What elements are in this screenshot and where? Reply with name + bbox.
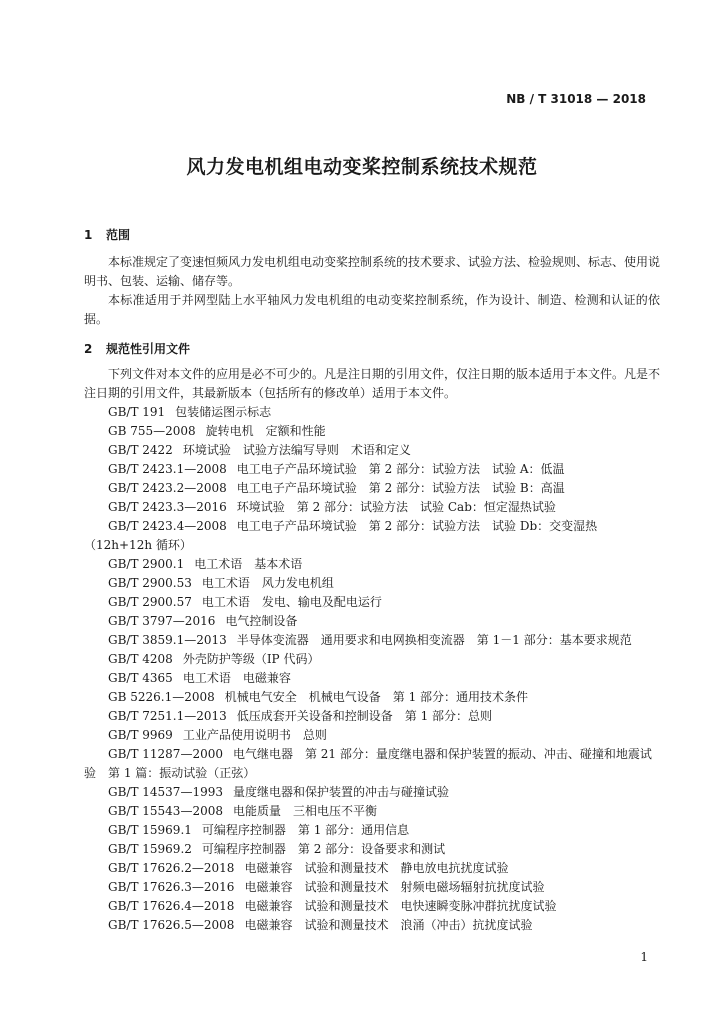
reference-code: GB 755—2008	[108, 424, 196, 438]
reference-code: GB/T 2422	[108, 443, 173, 457]
reference-code: GB/T 17626.4—2018	[108, 899, 235, 913]
reference-code: GB/T 2423.2—2008	[108, 481, 227, 495]
reference-item	[84, 726, 660, 745]
reference-code: GB/T 17626.3—2016	[108, 880, 235, 894]
section-1-heading	[84, 226, 660, 245]
reference-title: 电磁兼容 试验和测量技术 射频电磁场辐射抗扰度试验	[244, 880, 545, 894]
reference-item	[84, 650, 660, 669]
reference-item	[84, 517, 660, 555]
reference-item	[84, 498, 660, 517]
reference-title: 电磁兼容 试验和测量技术 浪涌（冲击）抗扰度试验	[244, 918, 533, 932]
reference-code: GB/T 3859.1—2013	[108, 633, 227, 647]
reference-code: GB/T 15543—2008	[108, 804, 223, 818]
reference-title: 工业产品使用说明书 总则	[182, 728, 327, 742]
reference-item	[84, 574, 660, 593]
reference-code: GB/T 17626.5—2008	[108, 918, 235, 932]
reference-title: 电气继电器 第 21 部分：量度继电器和保护装置的振动、冲击、碰撞和地震试验 第 1 篇：振动试验（正弦）	[84, 747, 652, 780]
reference-code: GB/T 4365	[108, 671, 173, 685]
reference-code: GB/T 9969	[108, 728, 173, 742]
reference-title: 电工术语 电磁兼容	[182, 671, 291, 685]
reference-title: 电工术语 风力发电机组	[201, 576, 334, 590]
section-1-paragraph-2: 本标准适用于并网型陆上水平轴风力发电机组的电动变桨控制系统，作为设计、制造、检测和认证的依据。	[84, 293, 660, 326]
reference-title: 旋转电机 定额和性能	[205, 424, 326, 438]
reference-code: GB/T 11287—2000	[108, 747, 223, 761]
reference-item	[84, 555, 660, 574]
section-1-title: 范围	[106, 228, 131, 242]
reference-code: GB/T 2423.4—2008	[108, 519, 227, 533]
reference-code: GB/T 2900.53	[108, 576, 192, 590]
reference-title: 环境试验 试验方法编写导则 术语和定义	[182, 443, 411, 457]
reference-code: GB 5226.1—2008	[108, 690, 215, 704]
section-2-title: 规范性引用文件	[106, 342, 191, 356]
reference-item	[84, 783, 660, 802]
standard-number: NB / T 31018 — 2018	[506, 92, 646, 106]
reference-title: 电能质量 三相电压不平衡	[232, 804, 377, 818]
reference-code: GB/T 15969.1	[108, 823, 192, 837]
reference-item	[84, 460, 660, 479]
reference-title: 电磁兼容 试验和测量技术 电快速瞬变脉冲群抗扰度试验	[244, 899, 557, 913]
reference-title: 可编程序控制器 第 2 部分：设备要求和测试	[201, 842, 446, 856]
reference-item	[84, 688, 660, 707]
section-1-paragraph-1: 本标准规定了变速恒频风力发电机组电动变桨控制系统的技术要求、试验方法、检验规则、标志、使用说明书、包装、运输、储存等。	[84, 255, 661, 288]
reference-code: GB/T 7251.1—2013	[108, 709, 227, 723]
reference-item	[84, 441, 660, 460]
reference-item	[84, 403, 660, 422]
section-2-number: 2	[84, 342, 93, 356]
reference-title: 外壳防护等级（IP 代码）	[182, 652, 320, 666]
reference-title: 电工术语 基本术语	[194, 557, 303, 571]
reference-title: 可编程序控制器 第 1 部分：通用信息	[201, 823, 410, 837]
reference-title: 电工术语 发电、输电及配电运行	[201, 595, 382, 609]
reference-title: 包装储运图示标志	[175, 405, 272, 419]
reference-code: GB/T 2900.1	[108, 557, 185, 571]
reference-item	[84, 897, 660, 916]
reference-code: GB/T 3797—2016	[108, 614, 216, 628]
reference-item	[84, 422, 660, 441]
reference-item	[84, 707, 660, 726]
reference-item	[84, 631, 660, 650]
reference-code: GB/T 2423.1—2008	[108, 462, 227, 476]
page-number: 1	[640, 950, 648, 964]
reference-code: GB/T 15969.2	[108, 842, 192, 856]
reference-item	[84, 821, 660, 840]
reference-item	[84, 669, 660, 688]
reference-code: GB/T 2900.57	[108, 595, 192, 609]
reference-title: 低压成套开关设备和控制设备 第 1 部分：总则	[236, 709, 493, 723]
reference-code: GB/T 2423.3—2016	[108, 500, 227, 514]
reference-title: 电气控制设备	[225, 614, 298, 628]
reference-title: 电磁兼容 试验和测量技术 静电放电抗扰度试验	[244, 861, 509, 875]
reference-item	[84, 840, 660, 859]
reference-item	[84, 878, 660, 897]
section-2-heading	[84, 340, 660, 359]
reference-code: GB/T 17626.2—2018	[108, 861, 235, 875]
reference-title: 量度继电器和保护装置的冲击与碰撞试验	[232, 785, 449, 799]
reference-item	[84, 745, 660, 783]
section-2-intro: 下列文件对本文件的应用是必不可少的。凡是注日期的引用文件，仅注日期的版本适用于本文件。凡是不注日期的引用文件，其最新版本（包括所有的修改单）适用于本文件。	[84, 367, 661, 400]
reference-item	[84, 479, 660, 498]
reference-title: 电工电子产品环境试验 第 2 部分：试验方法 试验 B：高温	[236, 481, 565, 495]
reference-item	[84, 593, 660, 612]
reference-item	[84, 916, 660, 935]
reference-code: GB/T 191	[108, 405, 166, 419]
reference-code: GB/T 14537—1993	[108, 785, 223, 799]
document-body	[84, 226, 660, 935]
reference-title: 电工电子产品环境试验 第 2 部分：试验方法 试验 Db：交变湿热（12h+12h 循环）	[84, 519, 598, 552]
reference-item	[84, 859, 660, 878]
document-title: 风力发电机组电动变桨控制系统技术规范	[186, 156, 538, 178]
reference-title: 电工电子产品环境试验 第 2 部分：试验方法 试验 A：低温	[236, 462, 565, 476]
reference-code: GB/T 4208	[108, 652, 173, 666]
reference-item	[84, 612, 660, 631]
reference-title: 环境试验 第 2 部分：试验方法 试验 Cab：恒定湿热试验	[236, 500, 556, 514]
reference-title: 机械电气安全 机械电气设备 第 1 部分：通用技术条件	[224, 690, 529, 704]
reference-title: 半导体变流器 通用要求和电网换相变流器 第 1－1 部分：基本要求规范	[236, 633, 632, 647]
reference-list	[84, 403, 660, 935]
section-1-number: 1	[84, 228, 93, 242]
reference-item	[84, 802, 660, 821]
